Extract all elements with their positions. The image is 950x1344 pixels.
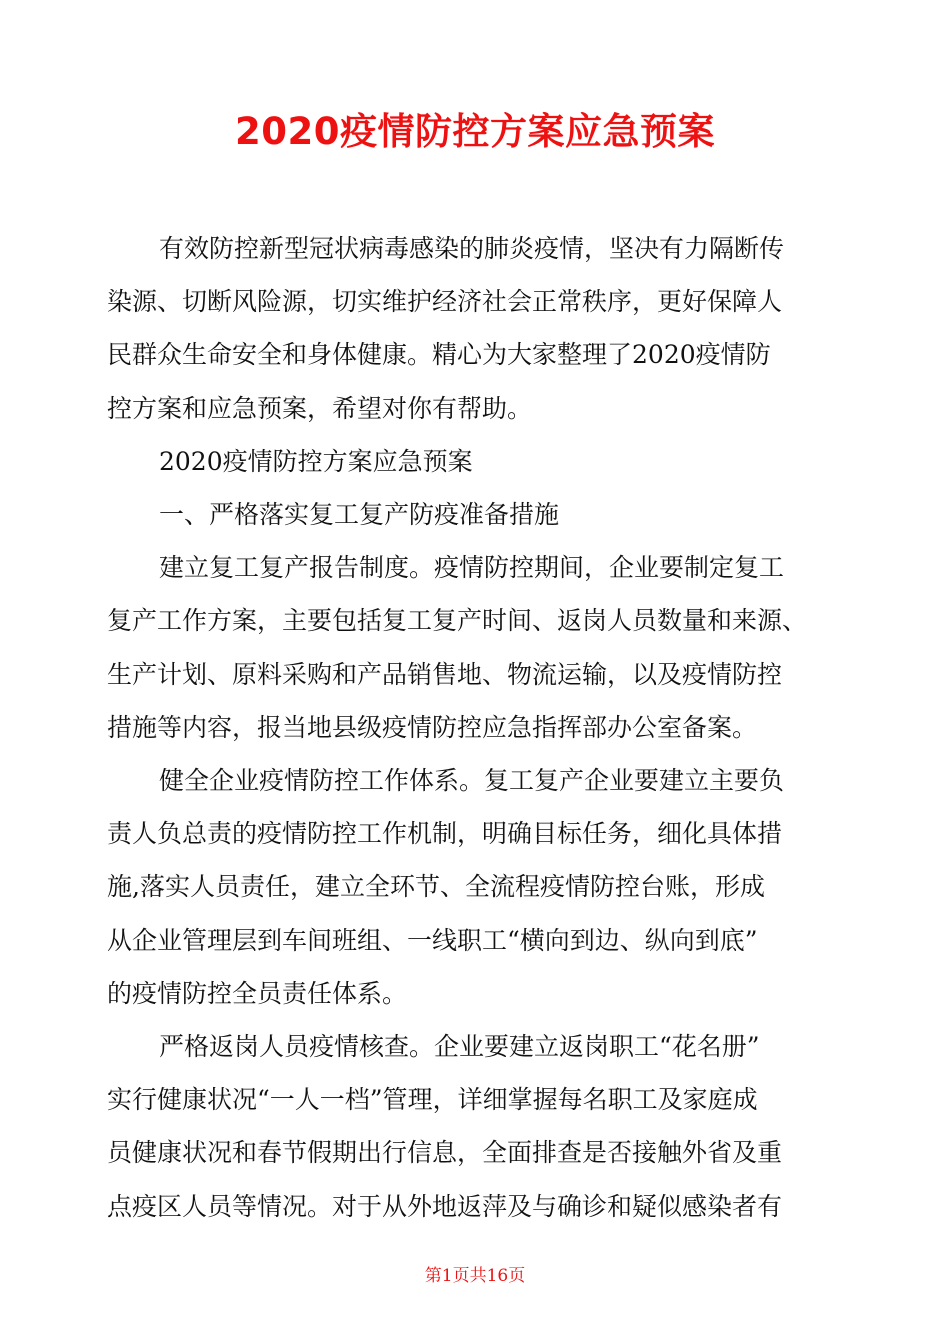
- text-line: 一、严格落实复工复产防疫准备措施: [159, 500, 560, 530]
- text-line: 有效防控新型冠状病毒感染的肺炎疫情，坚决有力隔断传: [159, 234, 785, 263]
- text-line: 的疫情防控全员责任体系。: [107, 978, 408, 1008]
- text-line: 控方案和应急预案，希望对你有帮助。: [107, 393, 533, 423]
- text-line: 点疫区人员等情况。对于从外地返萍及与确诊和疑似感染者有: [107, 1191, 783, 1221]
- document-body: [107, 222, 847, 1233]
- text-line: 2020疫情防控方案应急预案: [159, 446, 473, 476]
- document-title: 2020疫情防控方案应急预案: [235, 110, 715, 153]
- text-line: 建立复工复产报告制度。疫情防控期间，企业要制定复工: [159, 553, 785, 583]
- text-line: 施,落实人员责任，建立全环节、全流程疫情防控台账，形成: [107, 872, 765, 902]
- text-line: 措施等内容，报当地县级疫情防控应急指挥部办公室备案。: [107, 712, 758, 742]
- paragraph: [107, 541, 847, 754]
- text-line: 染源、切断风险源，切实维护经济社会正常秩序，更好保障人: [107, 287, 783, 317]
- paragraph: [107, 435, 847, 488]
- paragraph: [107, 222, 847, 435]
- text-line: 民群众生命安全和身体健康。精心为大家整理了2020疫情防: [107, 340, 771, 370]
- text-line: 员健康状况和春节假期出行信息，全面排查是否接触外省及重: [107, 1138, 783, 1168]
- text-line: 实行健康状况“一人一档”管理，详细掌握每名职工及家庭成: [107, 1085, 758, 1115]
- text-line: 从企业管理层到车间班组、一线职工“横向到边、纵向到底”: [107, 925, 758, 955]
- section-heading: [107, 488, 847, 541]
- text-line: 严格返岗人员疫情核查。企业要建立返岗职工“花名册”: [159, 1032, 760, 1062]
- paragraph: [107, 1020, 847, 1233]
- text-line: 责人负总责的疫情防控工作机制，明确目标任务，细化具体措: [107, 819, 783, 849]
- text-line: 健全企业疫情防控工作体系。复工复产企业要建立主要负: [159, 766, 785, 796]
- text-line: 生产计划、原料采购和产品销售地、物流运输，以及疫情防控: [107, 659, 783, 689]
- text-line: 复产工作方案，主要包括复工复产时间、返岗人员数量和来源、: [107, 606, 808, 636]
- page-footer: 第1页共16页: [424, 1266, 526, 1286]
- paragraph: [107, 754, 847, 1020]
